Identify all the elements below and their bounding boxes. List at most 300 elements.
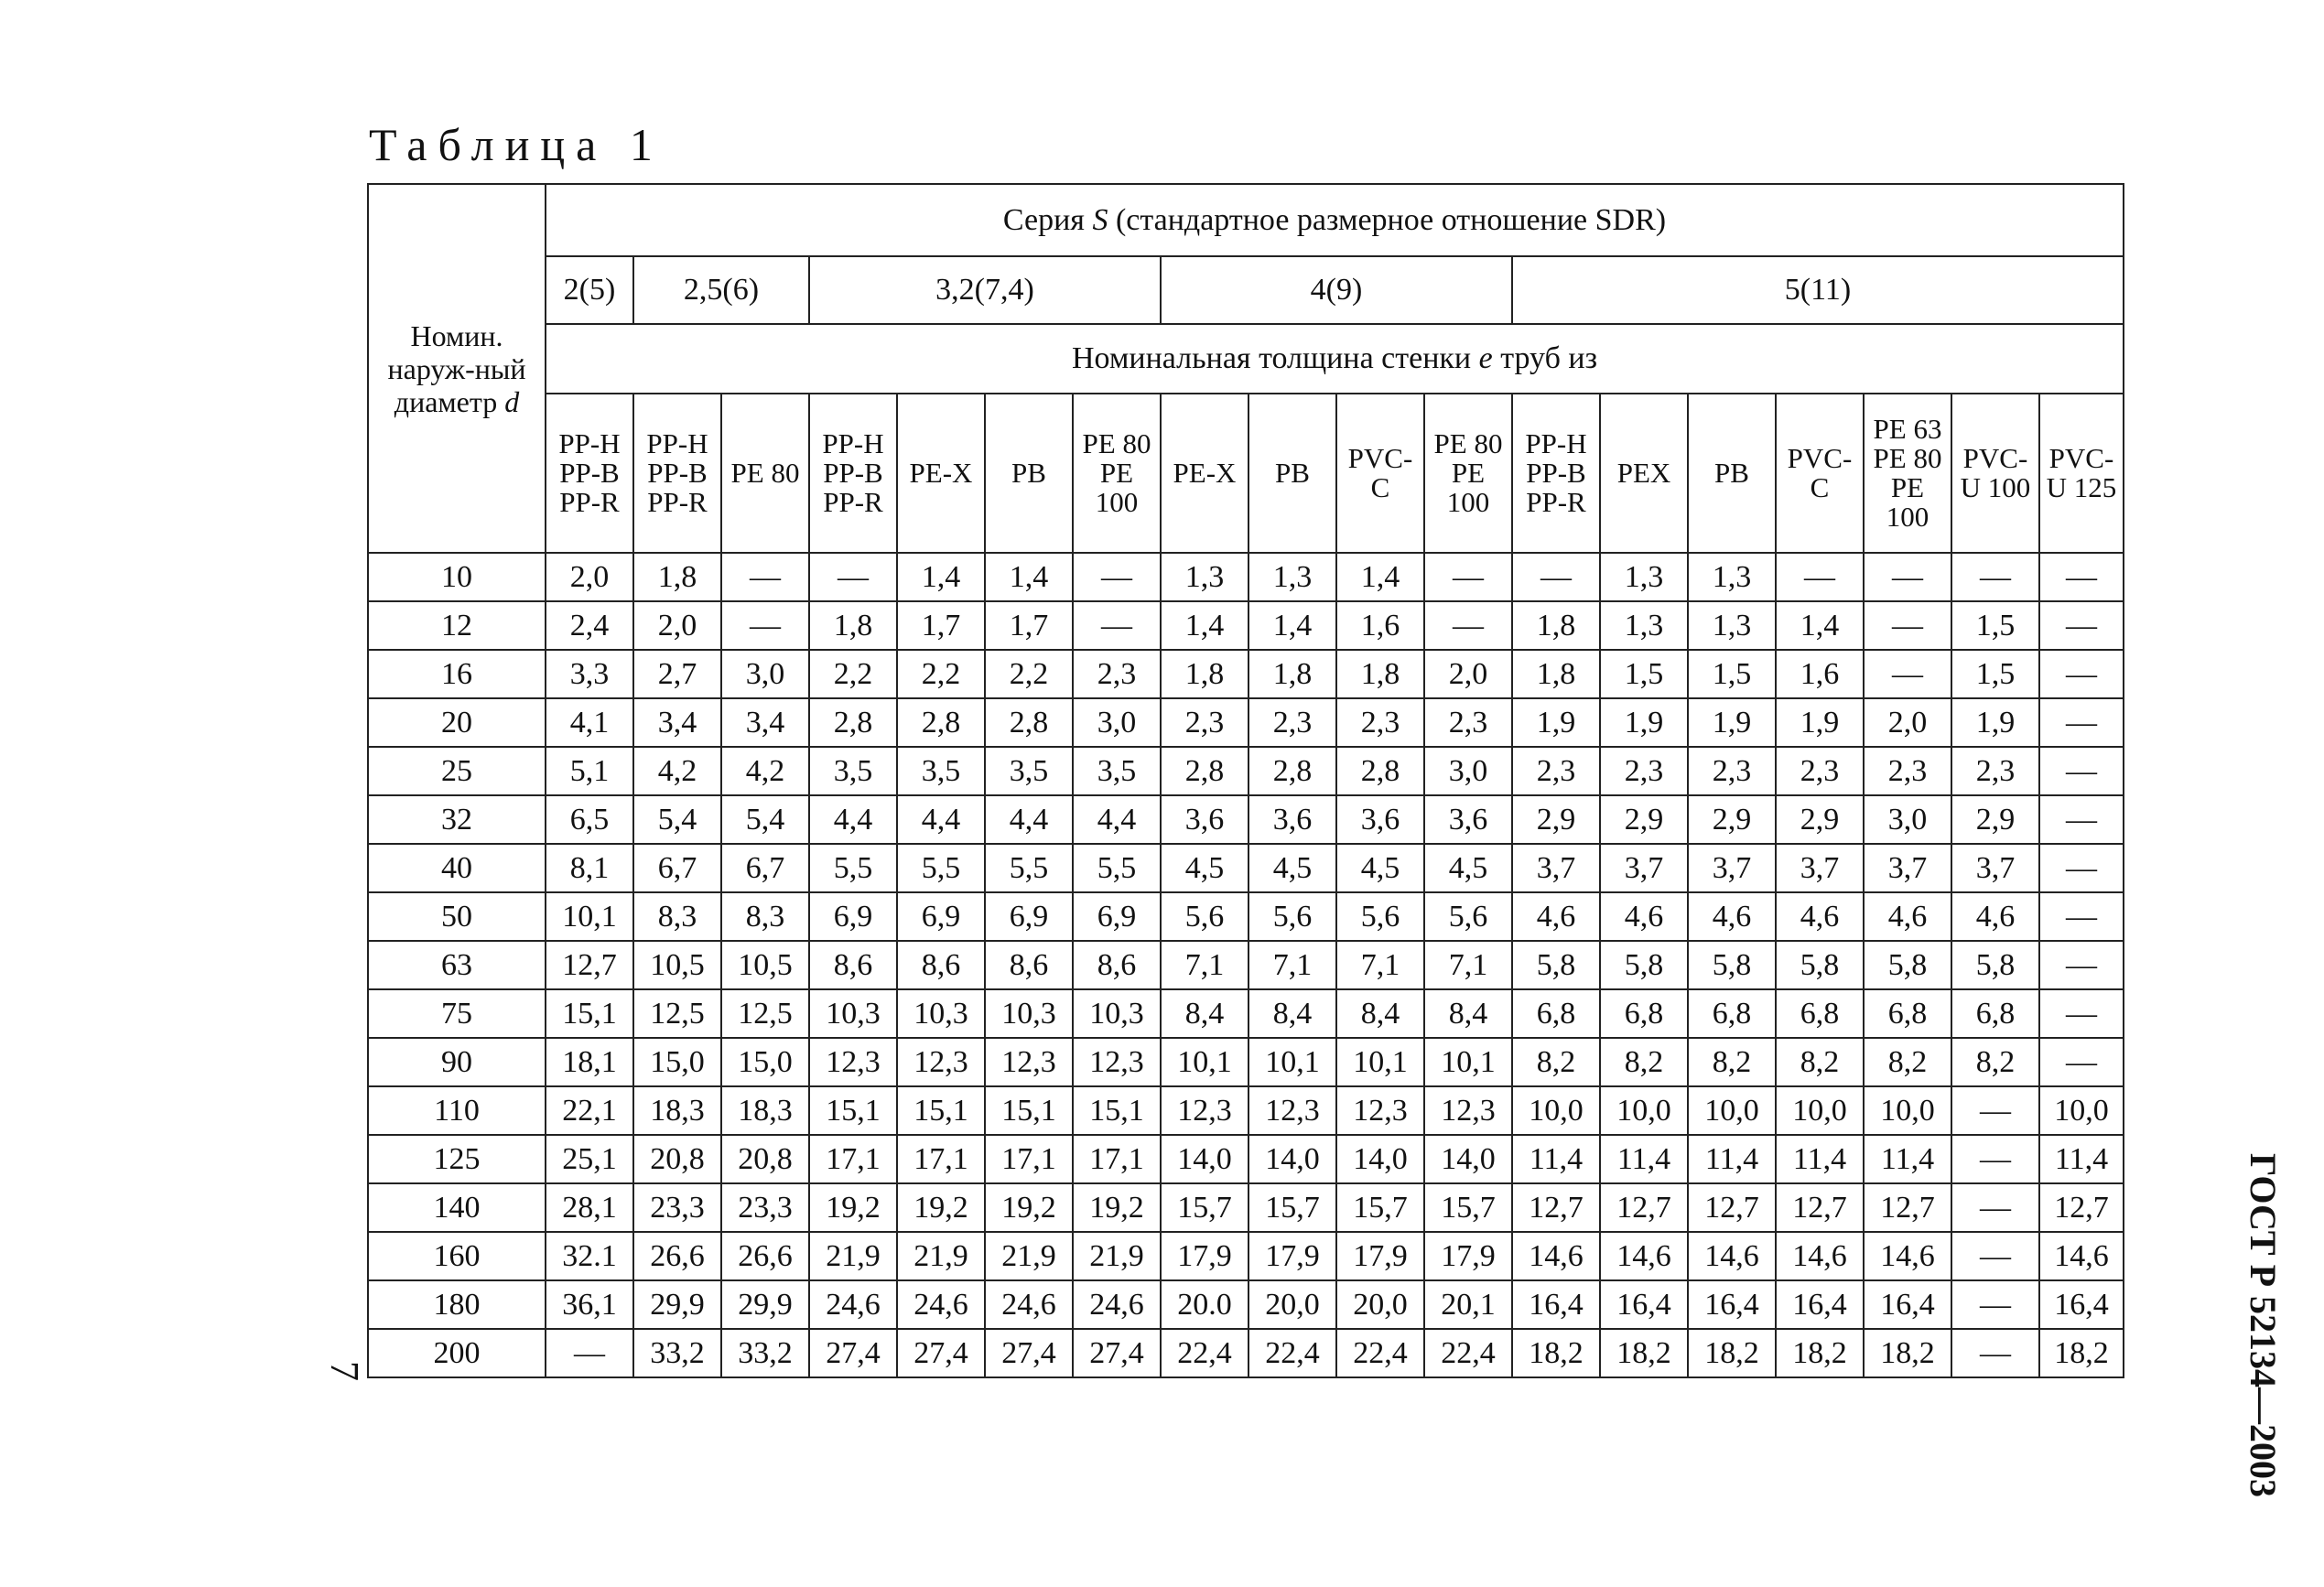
thickness-cell: 1,4: [1248, 601, 1336, 650]
series-header: [546, 184, 2124, 256]
thickness-cell: 18,3: [633, 1086, 721, 1135]
thickness-cell: 15,7: [1248, 1183, 1336, 1232]
thickness-cell: 2,9: [1776, 795, 1864, 844]
thickness-cell: 21,9: [985, 1232, 1073, 1280]
thickness-cell: 11,4: [1864, 1135, 1951, 1183]
thickness-cell: 18,2: [1512, 1329, 1600, 1377]
thickness-cell: 5,6: [1248, 892, 1336, 941]
thickness-cell: 17,9: [1161, 1232, 1248, 1280]
thickness-cell: 6,9: [809, 892, 897, 941]
thickness-cell: 10,1: [1336, 1038, 1424, 1086]
thickness-cell: 12,7: [546, 941, 633, 989]
thickness-cell: 2,3: [1600, 747, 1688, 795]
thickness-cell: 5,8: [1951, 941, 2039, 989]
thickness-cell: 4,6: [1864, 892, 1951, 941]
wall-suffix: труб из: [1500, 341, 1598, 375]
thickness-cell: 11,4: [2039, 1135, 2124, 1183]
thickness-cell: 2,8: [1161, 747, 1248, 795]
thickness-cell: 2,2: [985, 650, 1073, 698]
thickness-cell: 36,1: [546, 1280, 633, 1329]
thickness-cell: 21,9: [1073, 1232, 1161, 1280]
thickness-cell: 2,3: [1776, 747, 1864, 795]
thickness-cell: 14,6: [1776, 1232, 1864, 1280]
thickness-cell: —: [809, 553, 897, 601]
thickness-cell: 6,9: [1073, 892, 1161, 941]
thickness-cell: 5,5: [897, 844, 985, 892]
wall-thickness-header: [546, 324, 2124, 394]
pipe-wall-thickness-table: [367, 183, 2124, 1378]
thickness-cell: 29,9: [721, 1280, 809, 1329]
material-header: PE 80 PE 100: [1073, 394, 1161, 553]
thickness-cell: 19,2: [809, 1183, 897, 1232]
thickness-cell: 1,3: [1161, 553, 1248, 601]
thickness-cell: 14,0: [1248, 1135, 1336, 1183]
thickness-cell: 24,6: [897, 1280, 985, 1329]
diameter-cell: 25: [368, 747, 546, 795]
thickness-cell: 14,6: [1512, 1232, 1600, 1280]
thickness-cell: 10,3: [1073, 989, 1161, 1038]
thickness-cell: 5,8: [1688, 941, 1776, 989]
thickness-cell: 15,7: [1424, 1183, 1512, 1232]
material-header: PE 80: [721, 394, 809, 553]
thickness-cell: 1,8: [1512, 601, 1600, 650]
thickness-cell: 6,7: [721, 844, 809, 892]
thickness-cell: 3,6: [1424, 795, 1512, 844]
thickness-cell: 3,3: [546, 650, 633, 698]
thickness-cell: 4,4: [809, 795, 897, 844]
thickness-cell: 5,6: [1424, 892, 1512, 941]
thickness-cell: 2,4: [546, 601, 633, 650]
thickness-cell: 15,0: [721, 1038, 809, 1086]
thickness-cell: 16,4: [1512, 1280, 1600, 1329]
thickness-cell: —: [721, 553, 809, 601]
thickness-cell: 2,3: [1248, 698, 1336, 747]
material-header: PP-H PP-B PP-R: [1512, 394, 1600, 553]
thickness-cell: 8,6: [985, 941, 1073, 989]
thickness-cell: 10,0: [1864, 1086, 1951, 1135]
thickness-cell: 4,6: [1951, 892, 2039, 941]
thickness-cell: 10,1: [1161, 1038, 1248, 1086]
diameter-cell: 12: [368, 601, 546, 650]
thickness-cell: 4,5: [1424, 844, 1512, 892]
thickness-cell: 10,3: [897, 989, 985, 1038]
thickness-cell: 2,3: [1424, 698, 1512, 747]
thickness-cell: 16,4: [1600, 1280, 1688, 1329]
thickness-cell: 3,6: [1161, 795, 1248, 844]
thickness-cell: 1,8: [1336, 650, 1424, 698]
thickness-cell: 2,8: [1336, 747, 1424, 795]
thickness-cell: 3,7: [1688, 844, 1776, 892]
thickness-cell: 3,0: [1864, 795, 1951, 844]
thickness-cell: 8,3: [721, 892, 809, 941]
thickness-cell: —: [2039, 650, 2124, 698]
thickness-cell: 5,5: [809, 844, 897, 892]
thickness-cell: 7,1: [1248, 941, 1336, 989]
thickness-cell: 15,1: [1073, 1086, 1161, 1135]
thickness-cell: 10,5: [633, 941, 721, 989]
thickness-cell: 5,8: [1776, 941, 1864, 989]
thickness-cell: 4,6: [1600, 892, 1688, 941]
thickness-cell: 6,8: [1951, 989, 2039, 1038]
thickness-cell: 14,6: [1688, 1232, 1776, 1280]
thickness-cell: 3,0: [1424, 747, 1512, 795]
thickness-cell: 21,9: [809, 1232, 897, 1280]
thickness-cell: 8,2: [1951, 1038, 2039, 1086]
material-header: PVC- C: [1776, 394, 1864, 553]
thickness-cell: 1,5: [1951, 601, 2039, 650]
thickness-cell: 6,8: [1512, 989, 1600, 1038]
thickness-cell: 11,4: [1688, 1135, 1776, 1183]
thickness-cell: 2,3: [1161, 698, 1248, 747]
thickness-cell: 10,1: [1424, 1038, 1512, 1086]
thickness-cell: 2,3: [1512, 747, 1600, 795]
thickness-cell: 2,0: [1424, 650, 1512, 698]
thickness-cell: 12,7: [1688, 1183, 1776, 1232]
thickness-cell: 8,3: [633, 892, 721, 941]
thickness-cell: —: [2039, 747, 2124, 795]
thickness-cell: 1,3: [1688, 553, 1776, 601]
thickness-cell: 14,6: [1864, 1232, 1951, 1280]
thickness-cell: 4,2: [633, 747, 721, 795]
thickness-cell: 15,0: [633, 1038, 721, 1086]
thickness-cell: 2,9: [1512, 795, 1600, 844]
thickness-cell: 8,4: [1161, 989, 1248, 1038]
diameter-cell: 180: [368, 1280, 546, 1329]
thickness-cell: —: [1424, 553, 1512, 601]
thickness-cell: —: [2039, 795, 2124, 844]
diameter-cell: 63: [368, 941, 546, 989]
thickness-cell: 17,9: [1248, 1232, 1336, 1280]
thickness-cell: 5,8: [1600, 941, 1688, 989]
thickness-cell: 4,6: [1688, 892, 1776, 941]
thickness-cell: —: [2039, 989, 2124, 1038]
thickness-cell: 16,4: [1776, 1280, 1864, 1329]
thickness-cell: 2,9: [1951, 795, 2039, 844]
thickness-cell: 3,7: [1864, 844, 1951, 892]
thickness-cell: —: [1512, 553, 1600, 601]
thickness-cell: 4,4: [985, 795, 1073, 844]
thickness-cell: 1,4: [1161, 601, 1248, 650]
thickness-cell: 6,9: [897, 892, 985, 941]
thickness-cell: 28,1: [546, 1183, 633, 1232]
thickness-cell: 8,2: [1600, 1038, 1688, 1086]
thickness-cell: 25,1: [546, 1135, 633, 1183]
thickness-cell: —: [546, 1329, 633, 1377]
thickness-cell: 27,4: [985, 1329, 1073, 1377]
thickness-cell: 17,1: [809, 1135, 897, 1183]
thickness-cell: 1,9: [1600, 698, 1688, 747]
thickness-cell: 15,7: [1336, 1183, 1424, 1232]
thickness-cell: 18,2: [1688, 1329, 1776, 1377]
thickness-cell: 2,3: [1073, 650, 1161, 698]
thickness-cell: —: [1951, 1232, 2039, 1280]
diameter-symbol: d: [504, 384, 520, 418]
thickness-cell: 6,9: [985, 892, 1073, 941]
thickness-cell: 20,8: [633, 1135, 721, 1183]
material-header: PE 63 PE 80 PE 100: [1864, 394, 1951, 553]
document-code: ГОСТ Р 52134—2003: [2243, 1152, 2284, 1498]
diameter-cell: 200: [368, 1329, 546, 1377]
thickness-cell: 6,7: [633, 844, 721, 892]
thickness-cell: 24,6: [985, 1280, 1073, 1329]
wall-prefix: Номинальная толщина стенки: [1071, 341, 1472, 375]
thickness-cell: 10,0: [1512, 1086, 1600, 1135]
thickness-cell: 2,0: [1864, 698, 1951, 747]
diameter-label: Номин. наруж-ный диаметр: [387, 318, 526, 418]
thickness-cell: —: [1951, 553, 2039, 601]
diameter-cell: 10: [368, 553, 546, 601]
table-row: [368, 698, 2124, 747]
thickness-cell: 3,0: [1073, 698, 1161, 747]
thickness-cell: 5,5: [1073, 844, 1161, 892]
diameter-cell: 32: [368, 795, 546, 844]
thickness-cell: 10,1: [1248, 1038, 1336, 1086]
thickness-cell: 8,2: [1512, 1038, 1600, 1086]
material-header: PB: [1688, 394, 1776, 553]
thickness-cell: 2,8: [809, 698, 897, 747]
thickness-cell: 12,7: [2039, 1183, 2124, 1232]
diameter-cell: 75: [368, 989, 546, 1038]
diameter-cell: 140: [368, 1183, 546, 1232]
diameter-cell: 160: [368, 1232, 546, 1280]
thickness-cell: 14,6: [2039, 1232, 2124, 1280]
thickness-cell: —: [721, 601, 809, 650]
thickness-cell: 19,2: [985, 1183, 1073, 1232]
thickness-cell: —: [1864, 553, 1951, 601]
material-header: PE-X: [1161, 394, 1248, 553]
thickness-cell: 3,5: [985, 747, 1073, 795]
thickness-cell: 15,1: [985, 1086, 1073, 1135]
thickness-cell: 15,1: [809, 1086, 897, 1135]
thickness-cell: 1,8: [1512, 650, 1600, 698]
thickness-cell: 1,8: [1248, 650, 1336, 698]
thickness-cell: 8,4: [1424, 989, 1512, 1038]
sdr-group-header: 3,2(7,4): [809, 256, 1161, 324]
thickness-cell: 2,9: [1688, 795, 1776, 844]
thickness-cell: 2,8: [985, 698, 1073, 747]
thickness-cell: 1,5: [1951, 650, 2039, 698]
thickness-cell: 12,3: [1073, 1038, 1161, 1086]
thickness-cell: 3,6: [1336, 795, 1424, 844]
thickness-cell: 12,7: [1600, 1183, 1688, 1232]
thickness-cell: 3,5: [897, 747, 985, 795]
thickness-cell: 10,5: [721, 941, 809, 989]
thickness-cell: 2,8: [1248, 747, 1336, 795]
thickness-cell: 2,2: [809, 650, 897, 698]
thickness-cell: 15,7: [1161, 1183, 1248, 1232]
thickness-cell: 1,9: [1951, 698, 2039, 747]
thickness-cell: 23,3: [721, 1183, 809, 1232]
series-suffix: (стандартное размерное отношение SDR): [1115, 202, 1667, 237]
thickness-cell: 18,2: [1600, 1329, 1688, 1377]
thickness-cell: 24,6: [809, 1280, 897, 1329]
table-row: [368, 650, 2124, 698]
thickness-cell: 12,7: [1776, 1183, 1864, 1232]
thickness-cell: 1,3: [1600, 601, 1688, 650]
sdr-group-header: 4(9): [1161, 256, 1512, 324]
thickness-cell: 16,4: [1864, 1280, 1951, 1329]
thickness-cell: 18,2: [1864, 1329, 1951, 1377]
material-header: PB: [985, 394, 1073, 553]
thickness-cell: 4,6: [1776, 892, 1864, 941]
thickness-cell: 14,6: [1600, 1232, 1688, 1280]
thickness-cell: 3,6: [1248, 795, 1336, 844]
thickness-cell: 16,4: [2039, 1280, 2124, 1329]
thickness-cell: 7,1: [1336, 941, 1424, 989]
thickness-cell: —: [1864, 650, 1951, 698]
thickness-cell: —: [2039, 601, 2124, 650]
thickness-cell: 18,2: [2039, 1329, 2124, 1377]
thickness-cell: 14,0: [1336, 1135, 1424, 1183]
thickness-cell: 1,6: [1776, 650, 1864, 698]
table-row: [368, 941, 2124, 989]
thickness-cell: 12,3: [897, 1038, 985, 1086]
table-row: [368, 747, 2124, 795]
thickness-cell: 22,4: [1248, 1329, 1336, 1377]
thickness-cell: 2,7: [633, 650, 721, 698]
material-header: PP-H PP-B PP-R: [809, 394, 897, 553]
thickness-cell: 15,1: [897, 1086, 985, 1135]
thickness-cell: 2,3: [1688, 747, 1776, 795]
thickness-cell: 3,7: [1776, 844, 1864, 892]
series-prefix: Серия: [1002, 202, 1085, 237]
thickness-cell: 17,9: [1424, 1232, 1512, 1280]
thickness-cell: 20.0: [1161, 1280, 1248, 1329]
thickness-cell: 8,2: [1864, 1038, 1951, 1086]
thickness-cell: 10,3: [809, 989, 897, 1038]
table-row: [368, 1329, 2124, 1377]
thickness-cell: 22,4: [1336, 1329, 1424, 1377]
thickness-cell: 12,7: [1864, 1183, 1951, 1232]
material-header: PVC- U 100: [1951, 394, 2039, 553]
thickness-cell: 26,6: [721, 1232, 809, 1280]
thickness-cell: 1,6: [1336, 601, 1424, 650]
thickness-cell: —: [1951, 1135, 2039, 1183]
table-row: [368, 892, 2124, 941]
thickness-cell: 5,6: [1336, 892, 1424, 941]
thickness-cell: 4,5: [1336, 844, 1424, 892]
page-number: 7: [322, 1361, 367, 1381]
thickness-cell: 2,2: [897, 650, 985, 698]
material-header: PP-H PP-B PP-R: [633, 394, 721, 553]
sdr-group-header: 2(5): [546, 256, 633, 324]
thickness-cell: 3,4: [633, 698, 721, 747]
thickness-cell: 12,3: [809, 1038, 897, 1086]
thickness-cell: —: [1951, 1086, 2039, 1135]
thickness-cell: 11,4: [1600, 1135, 1688, 1183]
thickness-cell: 1,8: [1161, 650, 1248, 698]
thickness-cell: 12,3: [985, 1038, 1073, 1086]
thickness-cell: 22,4: [1161, 1329, 1248, 1377]
thickness-cell: 3,7: [1512, 844, 1600, 892]
thickness-cell: —: [2039, 941, 2124, 989]
diameter-cell: 40: [368, 844, 546, 892]
thickness-cell: 17,1: [985, 1135, 1073, 1183]
thickness-cell: —: [2039, 844, 2124, 892]
thickness-cell: 21,9: [897, 1232, 985, 1280]
thickness-cell: 6,8: [1776, 989, 1864, 1038]
thickness-cell: —: [1424, 601, 1512, 650]
thickness-cell: 18,1: [546, 1038, 633, 1086]
thickness-cell: 2,9: [1600, 795, 1688, 844]
thickness-cell: —: [2039, 553, 2124, 601]
thickness-cell: 12,7: [1512, 1183, 1600, 1232]
thickness-cell: 10,0: [1688, 1086, 1776, 1135]
thickness-cell: 3,5: [809, 747, 897, 795]
thickness-cell: 33,2: [721, 1329, 809, 1377]
material-header: PVC- C: [1336, 394, 1424, 553]
thickness-cell: 4,1: [546, 698, 633, 747]
diameter-cell: 125: [368, 1135, 546, 1183]
table-caption: Таблица 1: [369, 119, 664, 170]
thickness-cell: 8,4: [1336, 989, 1424, 1038]
thickness-cell: 1,7: [897, 601, 985, 650]
thickness-cell: 12,5: [633, 989, 721, 1038]
thickness-cell: 17,1: [897, 1135, 985, 1183]
thickness-cell: 6,5: [546, 795, 633, 844]
table-row: [368, 1183, 2124, 1232]
thickness-cell: 6,8: [1864, 989, 1951, 1038]
thickness-cell: 1,9: [1512, 698, 1600, 747]
thickness-cell: 4,2: [721, 747, 809, 795]
thickness-cell: 8,1: [546, 844, 633, 892]
thickness-cell: 22,4: [1424, 1329, 1512, 1377]
thickness-cell: 1,4: [897, 553, 985, 601]
thickness-cell: 1,3: [1248, 553, 1336, 601]
thickness-cell: 3,0: [721, 650, 809, 698]
thickness-cell: —: [1776, 553, 1864, 601]
thickness-cell: 5,1: [546, 747, 633, 795]
table-row: [368, 1135, 2124, 1183]
thickness-cell: 1,3: [1600, 553, 1688, 601]
thickness-cell: 8,4: [1248, 989, 1336, 1038]
material-header: PB: [1248, 394, 1336, 553]
table-row: [368, 553, 2124, 601]
thickness-cell: 1,5: [1688, 650, 1776, 698]
table-row: [368, 844, 2124, 892]
thickness-cell: 12,3: [1248, 1086, 1336, 1135]
thickness-cell: —: [2039, 1038, 2124, 1086]
table-row: [368, 1038, 2124, 1086]
thickness-cell: —: [1951, 1280, 2039, 1329]
diameter-cell: 90: [368, 1038, 546, 1086]
thickness-cell: 1,4: [985, 553, 1073, 601]
thickness-cell: 8,2: [1688, 1038, 1776, 1086]
thickness-cell: 1,8: [633, 553, 721, 601]
thickness-cell: 27,4: [1073, 1329, 1161, 1377]
thickness-cell: 4,5: [1248, 844, 1336, 892]
thickness-cell: 2,8: [897, 698, 985, 747]
thickness-cell: 5,6: [1161, 892, 1248, 941]
material-header: PP-H PP-B PP-R: [546, 394, 633, 553]
thickness-cell: 17,9: [1336, 1232, 1424, 1280]
thickness-cell: 4,5: [1161, 844, 1248, 892]
thickness-cell: 14,0: [1424, 1135, 1512, 1183]
thickness-cell: 12,3: [1424, 1086, 1512, 1135]
diameter-cell: 16: [368, 650, 546, 698]
thickness-cell: —: [2039, 892, 2124, 941]
thickness-cell: 12,3: [1336, 1086, 1424, 1135]
thickness-cell: 19,2: [897, 1183, 985, 1232]
thickness-cell: 1,4: [1776, 601, 1864, 650]
thickness-cell: 2,3: [1864, 747, 1951, 795]
sdr-group-header: 5(11): [1512, 256, 2124, 324]
thickness-cell: 23,3: [633, 1183, 721, 1232]
thickness-cell: 32.1: [546, 1232, 633, 1280]
diameter-cell: 50: [368, 892, 546, 941]
table-row: [368, 601, 2124, 650]
thickness-cell: 22,1: [546, 1086, 633, 1135]
